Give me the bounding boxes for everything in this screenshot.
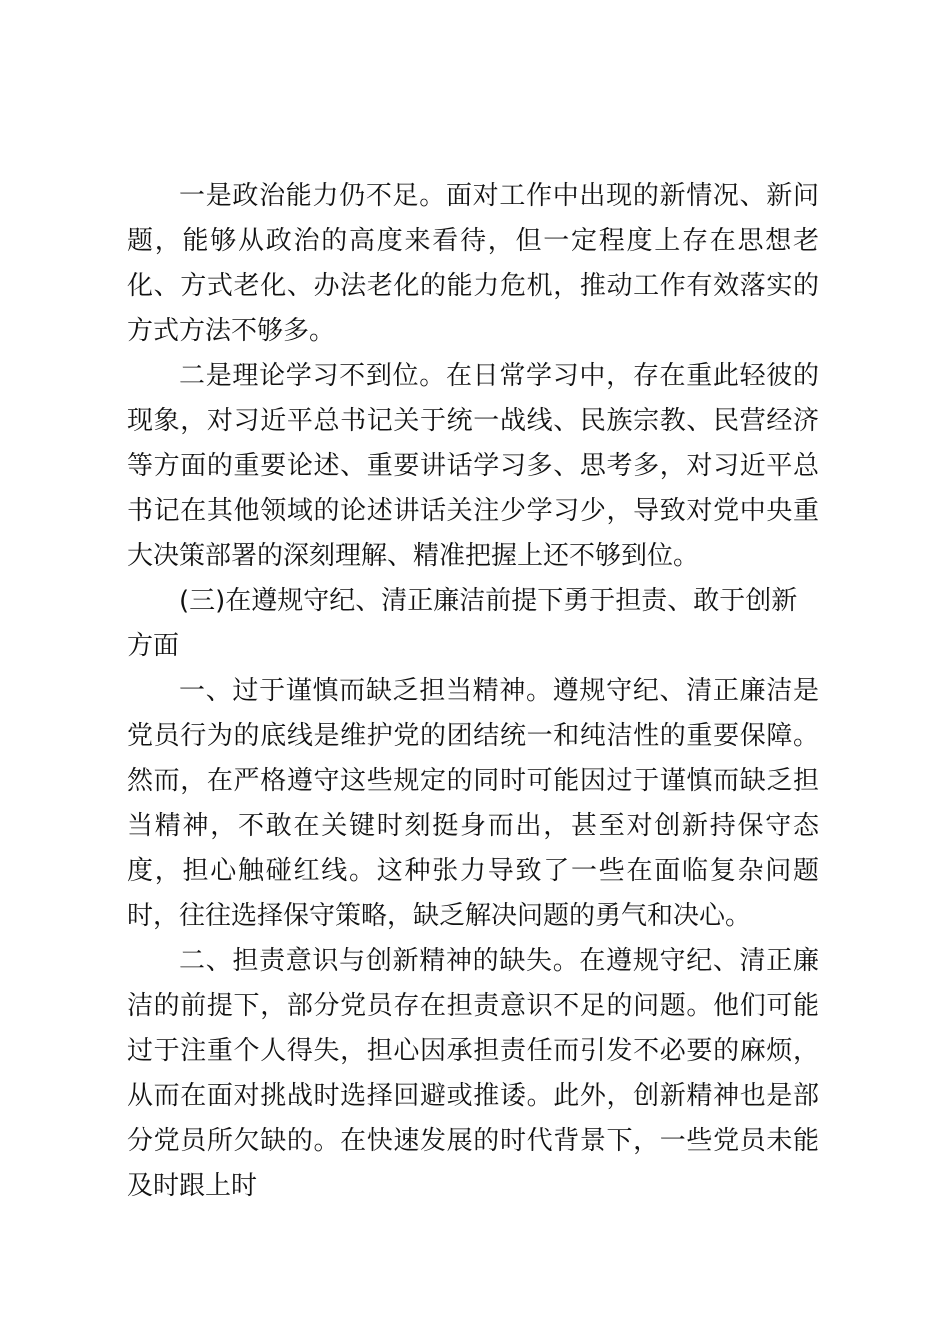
paragraph-over-caution: 一、过于谨慎而缺乏担当精神。遵规守纪、清正廉洁是党员行为的底线是维护党的团结统一和纯洁性的重要保障。然而，在严格遵守这些规定的同时可能因过于谨慎而缺乏担当精神，不敢在关键时刻挺身而出，甚至对创新持保守态度，担心触碰红线。这种张力导致了一些在面临复杂问题时，往往选择保守策略，缺乏解决问题的勇气和决心。 bbox=[127, 676, 819, 931]
paragraph-theory-study: 二是理论学习不到位。在日常学习中，存在重此轻彼的现象，对习近平总书记关于统一战线、民族宗教、民营经济等方面的重要论述、重要讲话学习多、思考多，对习近平总书记在其他领域的论述讲话关注少学习少，导致对党中央重大决策部署的深刻理解、精准把握上还不够到位。 bbox=[127, 361, 819, 571]
section-heading-3: (三)在遵规守纪、清正廉洁前提下勇于担责、敢于创新方面 bbox=[127, 586, 798, 661]
paragraph-responsibility-innovation: 二、担责意识与创新精神的缺失。在遵规守纪、清正廉洁的前提下，部分党员存在担责意识不足的问题。他们可能过于注重个人得失，担心因承担责任而引发不必要的麻烦，从而在面对挑战时选择回避或推诿。此外，创新精神也是部分党员所欠缺的。在快速发展的时代背景下，一些党员未能及时跟上时 bbox=[127, 946, 819, 1201]
paragraph-political-ability: 一是政治能力仍不足。面对工作中出现的新情况、新问题，能够从政治的高度来看待，但一定程度上存在思想老化、方式老化、办法老化的能力危机，推动工作有效落实的方式方法不够多。 bbox=[127, 181, 819, 346]
document-body bbox=[127, 174, 819, 1209]
